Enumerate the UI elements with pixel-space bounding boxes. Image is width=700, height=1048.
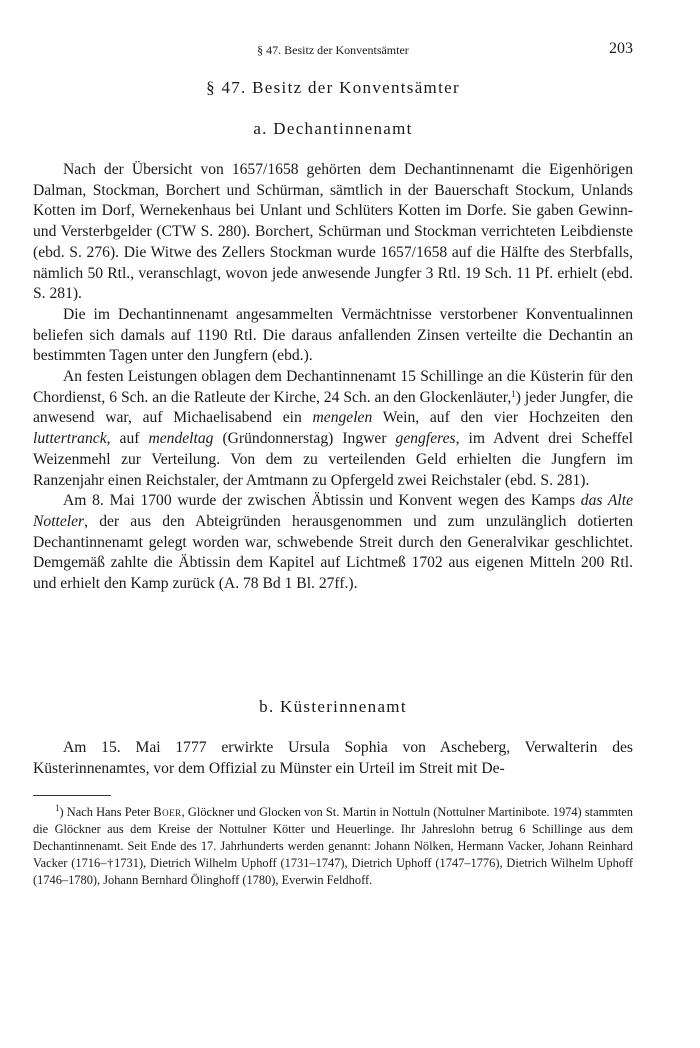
- text-run: Am 8. Mai 1700 wurde der zwischen Äbtissin und Konvent wegen des Kamps: [63, 492, 581, 510]
- quoted-term: das Alte Notteler: [33, 492, 634, 530]
- paragraph: [33, 367, 633, 491]
- footnote-reference: 1: [511, 388, 516, 399]
- paragraph: Die im Dechantinnenamt angesammelten Vermächtnisse verstorbener Konventualinnen beliefen sich damals auf 1190 Rtl. Die daraus anfallenden Zinsen verteilte die Dechantin an bestimmten Tagen unter den Jungfern (ebd.).: [33, 305, 633, 365]
- author-name: Boer: [153, 805, 182, 819]
- text-run: , im Advent drei Scheffel Weizenmehl zur Verteilung. Von dem zu verteilenden Geld erhielten die Jungfern im Ranzenjahr einen Reichstaler, der Amtmann zu Opfergeld zwei Reichstaler (ebd. S. 281).: [33, 430, 633, 489]
- text-run: (Gründonnerstag) Ingwer: [213, 430, 396, 448]
- paragraph: Am 15. Mai 1777 erwirkte Ursula Sophia von Ascheberg, Verwalterin des Küsterinnenamtes, vor dem Offizial zu Münster ein Urteil im Streit mit De-: [33, 739, 633, 777]
- footnotes: [33, 804, 633, 889]
- paragraph: [33, 491, 633, 595]
- text-run: , Glöckner und Glocken von St. Martin in Nottuln (Nottulner Martinibote. 1974) stammten die Glöckner aus dem Kreise der Nottulner Kötter und Heuerlinge. Ihr Jahreslohn betrug 6 Schillinge aus dem Dechantinnenamt. Seit Ende des 17. Jahrhunderts werden genannt: Johann Nölken, Hermann Vacker, Johann Reinhard Vacker (1716–†1731), Dietrich Wilhelm Uphoff (1731–1747), Dietrich Uphoff (1747–1776), Dietrich Wilhelm Uphoff (1746–1780), Johann Bernhard Ölinghoff (1780), Everwin Feldhoff.: [33, 805, 634, 887]
- text-run: Wein, auf den vier Hochzeiten den: [372, 409, 634, 427]
- text-run: ) Nach Hans Peter: [59, 805, 154, 819]
- footnote-rule: [33, 795, 111, 796]
- quoted-term: mengelen: [312, 409, 373, 427]
- text-run: , auf: [106, 430, 149, 448]
- section-title: § 47. Besitz der Konventsämter: [206, 78, 460, 97]
- subsection-heading-b: b. Küsterinnenamt: [259, 697, 407, 716]
- quoted-term: luttertranck: [33, 430, 107, 448]
- subsection-a-body: [33, 160, 633, 595]
- quoted-term: mendeltag: [148, 430, 214, 448]
- quoted-term: gengferes: [395, 430, 456, 448]
- text-run: , der aus den Abteigründen herausgenommen und zum unzulänglich dotierten Dechantinnenamt gelegt worden war, schwebende Streit durch den Generalvikar geschlichtet. Demgemäß zahlte die Äbtissin dem Kapitel auf Lichtmeß 1702 aus eigenen Mitteln 200 Rtl. und erhielt den Kamp zurück (A. 78 Bd 1 Bl. 27ff.).: [33, 512, 633, 593]
- running-header: [33, 40, 633, 60]
- footnote: [33, 804, 633, 889]
- subsection-b-body: [33, 738, 633, 779]
- running-title: § 47. Besitz der Konventsämter: [257, 43, 409, 57]
- footnote-marker: 1: [55, 803, 60, 813]
- subsection-heading-a: a. Dechantinnenamt: [253, 119, 413, 138]
- page-number: 203: [609, 40, 633, 57]
- paragraph: Nach der Übersicht von 1657/1658 gehörten dem Dechantinnenamt die Eigenhörigen Dalman, Stockman, Borchert und Schürman, sämtlich in der Bauerschaft Stockum, Unlands Kotten im Dorf, Wernekenhaus bei Unlant und Schlüters Kotten im Dorfe. Sie gaben Gewinn- und Versterbgelder (CTW S. 280). Borchert, Schürman und Stockman verrichteten Leibdienste (ebd. S. 276). Die Witwe des Zellers Stockman wurde 1657/1658 auf die Hälfte des Sterbfalls, nämlich 50 Rtl., veranschlagt, wovon jede anwesende Jungfer 3 Rtl. 19 Sch. 11 Pf. erhielt (ebd. S. 281).: [33, 161, 633, 303]
- text-run: An festen Leistungen oblagen dem Dechantinnenamt 15 Schillinge an die Küsterin für den Chordienst, 6 Sch. an die Ratleute der Kirche, 24 Sch. an den Glockenläuter,: [33, 368, 633, 406]
- text-run: ) jeder Jungfer, die anwesend war, auf Michaelisabend ein: [33, 388, 633, 427]
